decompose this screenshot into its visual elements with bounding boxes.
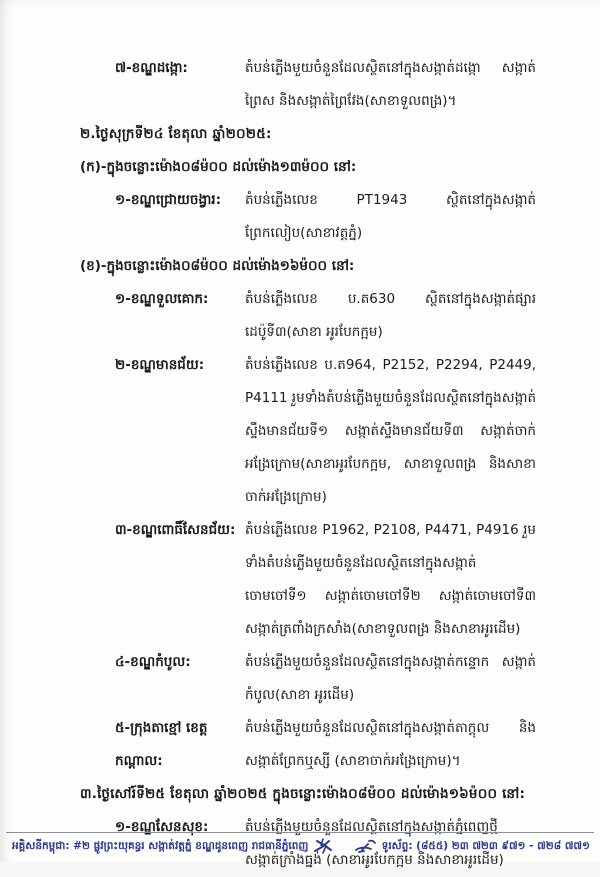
subheading-timeslot-a: (ក)-ក្នុងចន្លោះម៉ោង០៨ម៉០០ ដល់ម៉ោង១៣ម៉០០ នៅ: bbox=[80, 159, 357, 175]
entry-khan-mean-chey bbox=[80, 349, 536, 514]
khan-por-sen-chey-label: ៣-ខណ្ឌពោធិ៍សែនជ័យ: bbox=[115, 522, 236, 538]
heading-day2-friday-24-oct: ២.ថ្ងៃសុក្រទី២៤ ខែតុលា ឆ្នាំ២០២៥: bbox=[80, 126, 272, 142]
khan-kambol-areas: តំបន់ភ្លើងមួយចំនួនដែលស្ថិតនៅក្នុងសង្កាត់កន្ទោក សង្កាត់កំបូល(សាខា អូរដើម) bbox=[245, 654, 536, 703]
telephone-icon bbox=[355, 839, 377, 853]
footer-phone-block bbox=[355, 839, 594, 853]
khan-tuol-kouk-areas: តំបន់ភ្លើងលេខ ប.ត630 ស្ថិតនៅក្នុងសង្កាត់ផ្សារដេប៉ូទី៣(សាខា អូរបែកក្អម) bbox=[245, 291, 536, 340]
khan-dangkao-areas: តំបន់ភ្លើងមួយចំនួនដែលស្ថិតនៅក្នុងសង្កាត់ដង្កោ សង្កាត់ព្រៃស និងសង្កាត់ព្រៃវែង(សាខាទួលពង្រ)។ bbox=[245, 60, 536, 109]
footer-address: អគ្គិសនីកម្ពុជា: #២ ផ្លូវព្រះយុគន្ធរ សង្កាត់វត្តភ្នំ ខណ្ឌដូនពេញ រាជធានីភ្នំពេញ bbox=[12, 840, 309, 852]
khan-sen-sok-areas: តំបន់ភ្លើងមួយចំនួនដែលស្ថិតនៅក្នុងសង្កាត់ភ្នំពេញថ្មី សង្កាត់ក្រាំងធ្នង់ (សាខាអូរបែកក្អម និងសាខាអូរដើម) bbox=[245, 819, 504, 868]
footer-address-block bbox=[6, 838, 333, 854]
entry-khan-tuol-kouk bbox=[80, 283, 536, 349]
khan-mean-chey-areas: តំបន់ភ្លើងលេខ ប.ត964, P2152, P2294, P2449, P4111 រួមទាំងតំបន់ភ្លើងមួយចំនួនដែលស្ថិតនៅក្នុងសង្កាត់ស្ទឹងមានជ័យទី១ សង្កាត់ស្ទឹងមានជ័យទី៣ សង្កាត់ចាក់អង្រែក្រោម(សាខាអូរបែកក្អម, សាខាទួលពង្រ និងសាខាចាក់អង្រែក្រោម) bbox=[245, 357, 537, 505]
krong-takhmao-label: ៥-ក្រុងតាខ្មៅ ខេត្តកណ្ដាល: bbox=[115, 720, 208, 769]
edc-logo-icon bbox=[313, 838, 333, 854]
entry-khan-dangkao bbox=[80, 52, 536, 118]
entry-khan-por-sen-chey bbox=[80, 514, 536, 646]
khan-mean-chey-label: ២-ខណ្ឌមានជ័យ: bbox=[115, 357, 205, 373]
subheading-timeslot-b: (ខ)-ក្នុងចន្លោះម៉ោង០៨ម៉០០ ដល់ម៉ោង១៦ម៉០០ នៅ: bbox=[80, 258, 355, 274]
khan-chroy-changvar-areas: តំបន់ភ្លើងលេខ PT1943 ស្ថិតនៅក្នុងសង្កាត់ព្រែកលៀប(សាខាវត្តភ្នំ) bbox=[245, 192, 536, 241]
khan-sen-sok-label: ១-ខណ្ឌសែនសុខ: bbox=[115, 819, 209, 835]
khan-dangkao-label: ៧-ខណ្ឌដង្កោ: bbox=[115, 60, 188, 76]
outage-notice-body bbox=[80, 52, 536, 877]
khan-chroy-changvar-label: ១-ខណ្ឌជ្រោយចង្វារ: bbox=[115, 192, 221, 208]
entry-khan-chroy-changvar bbox=[80, 184, 536, 250]
page-footer bbox=[6, 832, 594, 854]
khan-kambol-label: ៤-ខណ្ឌកំបូល: bbox=[115, 654, 191, 670]
khan-tuol-kouk-label: ១-ខណ្ឌទួលគោក: bbox=[115, 291, 209, 307]
heading-day3-saturday-25-oct: ៣.ថ្ងៃសៅរ៍ទី២៥ ខែតុលា ឆ្នាំ២០២៥ ក្នុងចន្លោះម៉ោង០៨ម៉០០ ដល់ម៉ោង១៦ម៉០០ នៅ: bbox=[80, 786, 526, 802]
footer-phone: ទូរស័ព្ទ: (៨៥៥) ២៣ ៧២៣ ៩៧១ - ៧២៨ ៧៧១ bbox=[381, 840, 590, 852]
krong-takhmao-areas: តំបន់ភ្លើងមួយចំនួនដែលស្ថិតនៅក្នុងសង្កាត់តាក្ដុល និងសង្កាត់ព្រែកឬស្សី (សាខាចាក់អង្រែក្រោម)។ bbox=[245, 720, 536, 769]
entry-khan-kambol bbox=[80, 646, 536, 712]
entry-krong-takhmao bbox=[80, 712, 536, 778]
khan-por-sen-chey-areas: តំបន់ភ្លើងលេខ P1962, P2108, P4471, P4916 រួមទាំងតំបន់ភ្លើងមួយចំនួនដែលស្ថិតនៅក្នុងសង្កាត់ចោមចៅទី១ សង្កាត់ចោមចៅទី២ សង្កាត់ចោមចៅទី៣ សង្កាត់ត្រពាំងក្រសាំង(សាខាទួលពង្រ និងសាខាអូរដើម) bbox=[245, 522, 536, 637]
